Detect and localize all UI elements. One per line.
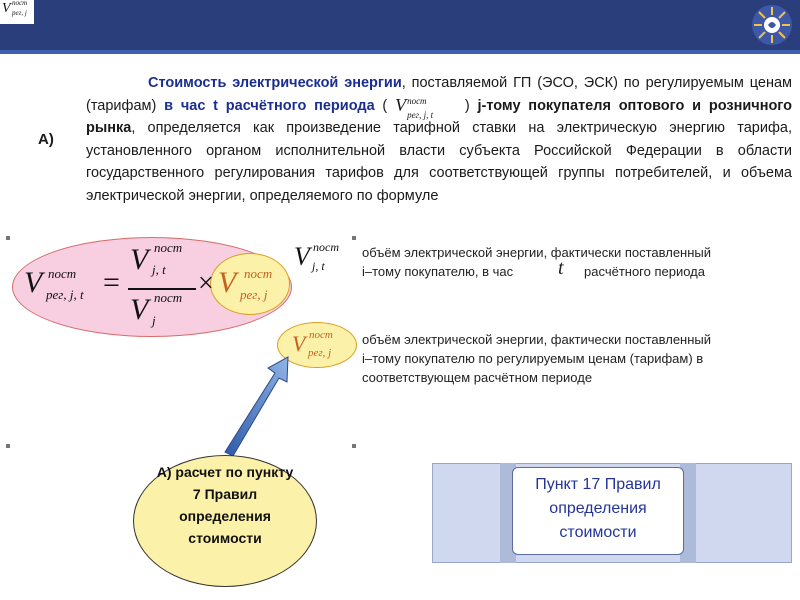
rule-7-line: 7 Правил xyxy=(192,486,258,502)
paragraph-text: ) xyxy=(457,97,478,114)
paragraph-term: Стоимость электрической энергии xyxy=(148,75,402,91)
rule-7-line: А) расчет по пункту xyxy=(156,464,294,480)
numerator-v: V xyxy=(130,243,149,276)
def1-line2a: i–тому покупателю, в час xyxy=(362,264,514,279)
times-sign: × xyxy=(198,268,214,299)
rhs-v: V xyxy=(218,266,237,299)
rhs-sup: пост xyxy=(244,266,273,281)
rule-17-text xyxy=(512,473,684,545)
corner-formula-sup: пост xyxy=(12,0,28,7)
rhs-sub: рег, j xyxy=(240,287,268,302)
corner-formula-sub: рег, j xyxy=(12,9,27,17)
def2-v: V xyxy=(292,331,306,356)
inline-formula-v: V xyxy=(395,94,407,115)
def1-line1: объём электрической энергии, фактически поставленный xyxy=(362,245,712,260)
rule-7-text xyxy=(133,461,317,549)
paragraph-bold: j-тому покупателя оптового и розничного рынка xyxy=(86,97,793,136)
def2-line3: соответствующем расчётном периоде xyxy=(362,370,593,385)
lhs-sub: рег, j, t xyxy=(46,287,84,302)
rule-7-line: стоимости xyxy=(188,530,262,546)
lhs-sup: пост xyxy=(48,266,77,281)
def2-sup: пост xyxy=(309,329,333,341)
def2-line1: объём электрической энергии, фактически поставленный xyxy=(362,332,712,347)
equals-sign: = xyxy=(103,266,120,299)
def1-line2b: расчётного периода xyxy=(584,264,705,279)
numerator-sub: j, t xyxy=(152,262,166,277)
section-label: А) xyxy=(38,131,54,148)
rule-17-line: стоимости xyxy=(559,524,637,541)
def1-sub: j, t xyxy=(312,259,325,273)
rule-7-line: определения xyxy=(179,508,271,524)
paragraph-text: ( xyxy=(374,97,396,114)
paragraph-text: , определяется как произведение тарифной ставки на электрическую энергию тарифа, установленного органом исполнительной власти субъекта Российской Федерации в области государственного регулирования тарифов для соответствующей группы потребителей, и объема электрической энергии, определяемого по формуле xyxy=(86,120,792,204)
def2-sub: рег, j xyxy=(308,347,332,359)
paragraph-text: , поставляемой ГП (ЭСО, ЭСК) по регулируемым ценам (тарифам) xyxy=(86,75,792,114)
rule-17-line: Пункт 17 Правил xyxy=(535,476,661,493)
denominator-sub: j xyxy=(152,313,156,328)
def1-v: V xyxy=(294,242,310,271)
denominator-v: V xyxy=(130,293,149,326)
inline-formula-sup: пост xyxy=(407,95,427,106)
def1-t: t xyxy=(558,257,564,279)
numerator-sup: пост xyxy=(154,240,183,255)
def1-sup: пост xyxy=(313,240,339,254)
paragraph-highlight: в час t расчётного периода xyxy=(164,97,375,114)
inline-formula-sub: рег, j, t xyxy=(407,109,434,120)
denominator-sup: пост xyxy=(154,290,183,305)
rule-17-line: определения xyxy=(549,500,647,517)
lhs-v: V xyxy=(24,266,43,299)
corner-formula-v: V xyxy=(2,1,11,16)
def2-line2: i–тому покупателю по регулируемым ценам (тарифам) в xyxy=(362,351,704,366)
